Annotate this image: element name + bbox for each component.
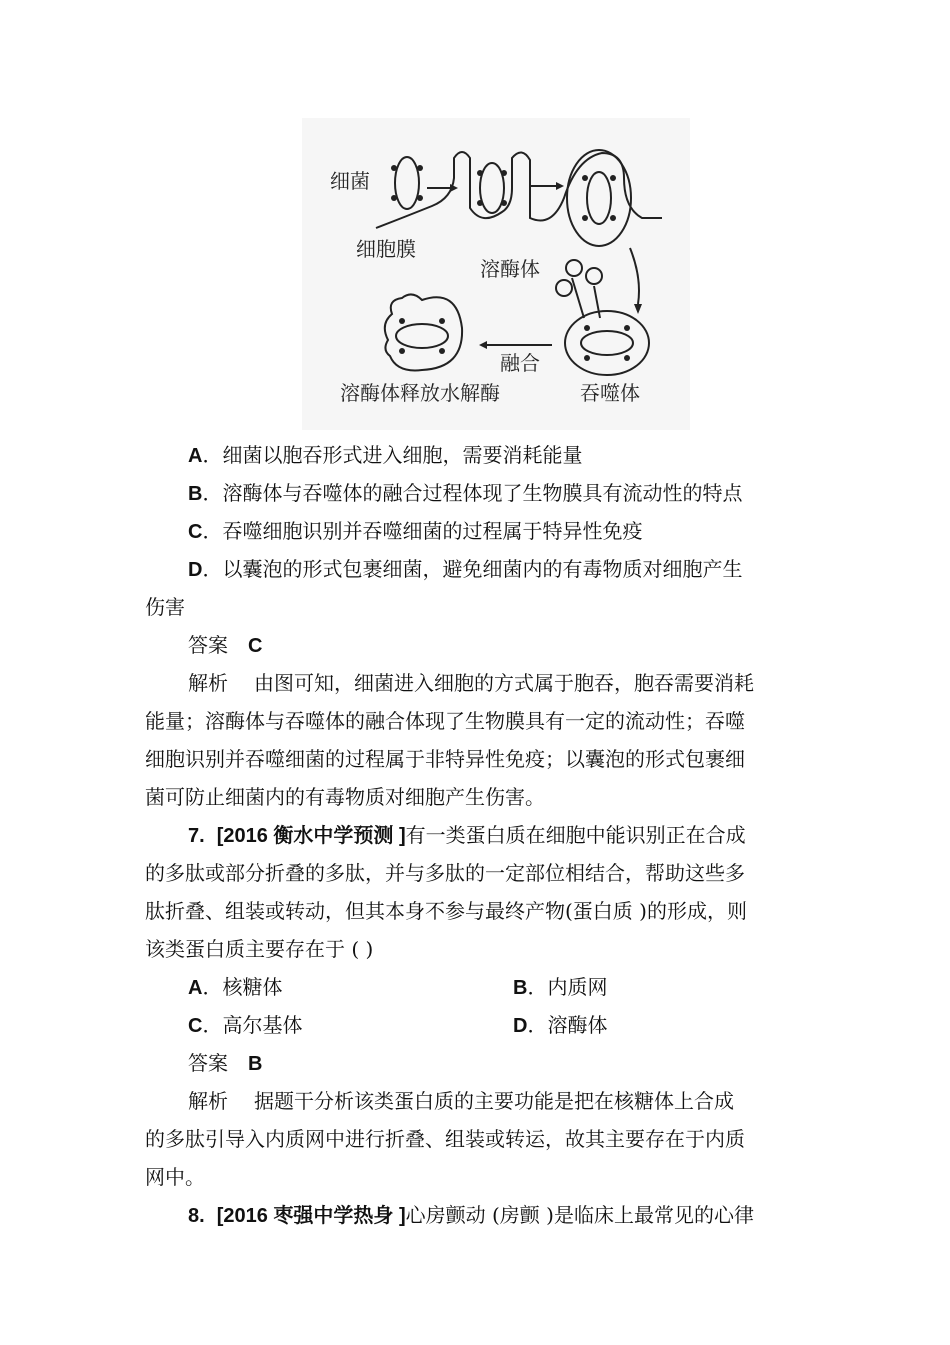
q7-option-d: D．溶酶体 bbox=[513, 1013, 608, 1037]
q6-option-c: C．吞噬细胞识别并吞噬细菌的过程属于特异性免疫 bbox=[188, 519, 643, 543]
q6-answer: 答案 C bbox=[188, 633, 263, 657]
q7-option-a: A．核糖体 bbox=[188, 975, 283, 999]
q7-stem-line-2: 的多肽或部分折叠的多肽，并与多肽的一定部位相结合，帮助这些多 bbox=[145, 861, 745, 885]
q6-analysis-line-2: 能量；溶酶体与吞噬体的融合体现了生物膜具有一定的流动性；吞噬 bbox=[145, 709, 745, 733]
q6-option-b: B．溶酶体与吞噬体的融合过程体现了生物膜具有流动性的特点 bbox=[188, 481, 743, 505]
q7-analysis-line-1: 解析 据题干分析该类蛋白质的主要功能是把在核糖体上合成 bbox=[188, 1089, 734, 1113]
label-release: 溶酶体释放水解酶 bbox=[340, 381, 500, 405]
q7-option-c: C．高尔基体 bbox=[188, 1013, 303, 1037]
phagocytosis-diagram bbox=[302, 118, 690, 430]
q6-option-d-cont: 伤害 bbox=[145, 595, 185, 619]
label-bacteria: 细菌 bbox=[330, 169, 370, 193]
q7-answer: 答案 B bbox=[188, 1051, 263, 1075]
q7-stem-line-3: 肽折叠、组装或转动，但其本身不参与最终产物(蛋白质 )的形成，则 bbox=[145, 899, 747, 923]
q6-option-a: A．细菌以胞吞形式进入细胞，需要消耗能量 bbox=[188, 443, 583, 467]
q6-analysis-line-1: 解析 由图可知，细菌进入细胞的方式属于胞吞，胞吞需要消耗 bbox=[188, 671, 754, 695]
label-lysosome: 溶酶体 bbox=[480, 257, 540, 281]
label-fusion: 融合 bbox=[500, 351, 540, 375]
label-membrane: 细胞膜 bbox=[356, 237, 416, 261]
q6-option-d: D．以囊泡的形式包裹细菌，避免细菌内的有毒物质对细胞产生 bbox=[188, 557, 743, 581]
q7-analysis-line-2: 的多肽引导入内质网中进行折叠、组装或转运，故其主要存在于内质 bbox=[145, 1127, 745, 1151]
q8-stem-line-1: 8. [2016 枣强中学热身 ]心房颤动 (房颤 )是临床上最常见的心律 bbox=[188, 1203, 754, 1227]
q6-analysis-line-3: 细胞识别并吞噬细菌的过程属于非特异性免疫；以囊泡的形式包裹细 bbox=[145, 747, 745, 771]
q6-analysis-line-4: 菌可防止细菌内的有毒物质对细胞产生伤害。 bbox=[145, 785, 545, 809]
q7-stem-line-1: 7. [2016 衡水中学预测 ]有一类蛋白质在细胞中能识别正在合成 bbox=[188, 823, 746, 847]
label-phagosome: 吞噬体 bbox=[580, 381, 640, 405]
phagocytosis-diagram-svg bbox=[302, 118, 690, 430]
q7-option-b: B．内质网 bbox=[513, 975, 608, 999]
q7-analysis-line-3: 网中。 bbox=[145, 1165, 205, 1189]
q7-stem-line-4: 该类蛋白质主要存在于 ( ) bbox=[145, 937, 374, 961]
